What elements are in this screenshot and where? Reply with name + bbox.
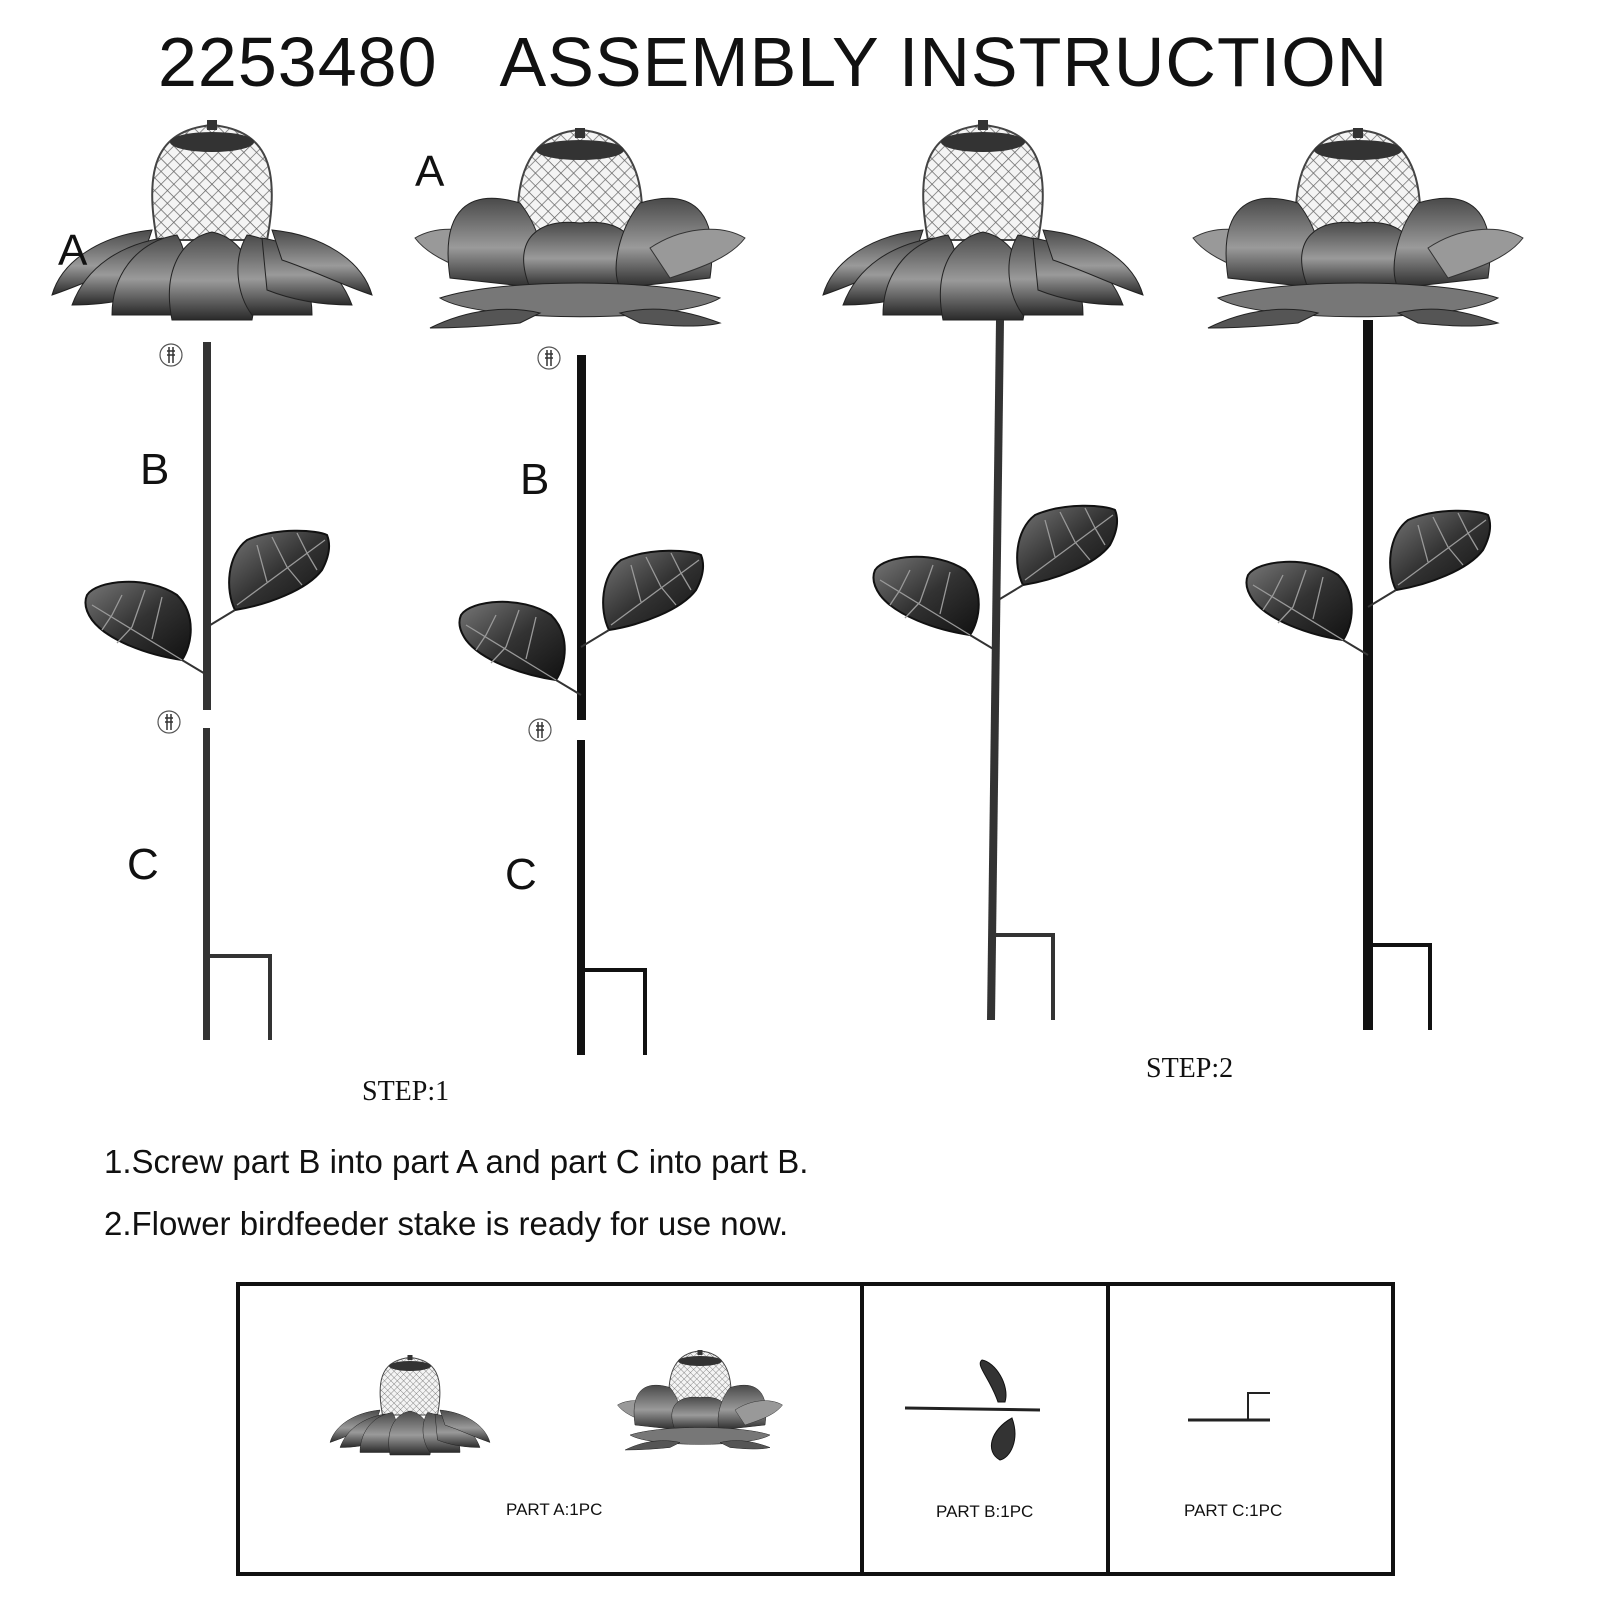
part-c-thumb <box>1188 1393 1270 1420</box>
screw-icon <box>158 711 180 733</box>
part-a-count: PART A:1PC <box>506 1500 603 1519</box>
part-b-stem <box>203 342 211 710</box>
part-c-stake <box>203 728 210 1040</box>
part-b-count: PART B:1PC <box>936 1502 1034 1521</box>
part-a-thumb-flower2 <box>618 1350 783 1450</box>
part-b-label: B <box>140 445 170 494</box>
part-b-thumb <box>905 1360 1040 1460</box>
model-number: 2253480 <box>158 23 438 101</box>
part-c-stake <box>577 740 585 1055</box>
instruction-2: 2.Flower birdfeeder stake is ready for use now. <box>104 1205 789 1242</box>
step2-figure-1 <box>823 120 1143 1020</box>
assembled-flower-icon <box>1193 128 1523 328</box>
parts-table <box>238 1284 1393 1574</box>
part-b-label: B <box>520 455 550 504</box>
assembled-flower-icon <box>823 120 1143 320</box>
part-c-label: C <box>127 840 159 889</box>
step1-label: STEP:1 <box>362 1076 450 1107</box>
part-a-flower-icon <box>52 120 372 320</box>
part-a-thumb-flower1 <box>330 1355 490 1455</box>
part-a-flower-icon <box>415 128 745 328</box>
title-text: ASSEMBLY INSTRUCTION <box>499 23 1389 101</box>
screw-icon <box>538 347 560 369</box>
screw-icon <box>160 344 182 366</box>
screw-icon <box>529 719 551 741</box>
instruction-1: 1.Screw part B into part A and part C into part B. <box>104 1143 809 1180</box>
part-c-label: C <box>505 850 537 899</box>
step2-figure-2 <box>1193 128 1523 1030</box>
step1-figure-1 <box>52 120 372 1040</box>
part-b-stem <box>577 355 586 720</box>
part-c-count: PART C:1PC <box>1184 1501 1283 1520</box>
part-a-label: A <box>415 147 445 196</box>
step2-label: STEP:2 <box>1146 1053 1234 1084</box>
step1-figure-2 <box>415 128 745 1055</box>
part-a-label: A <box>58 226 88 275</box>
